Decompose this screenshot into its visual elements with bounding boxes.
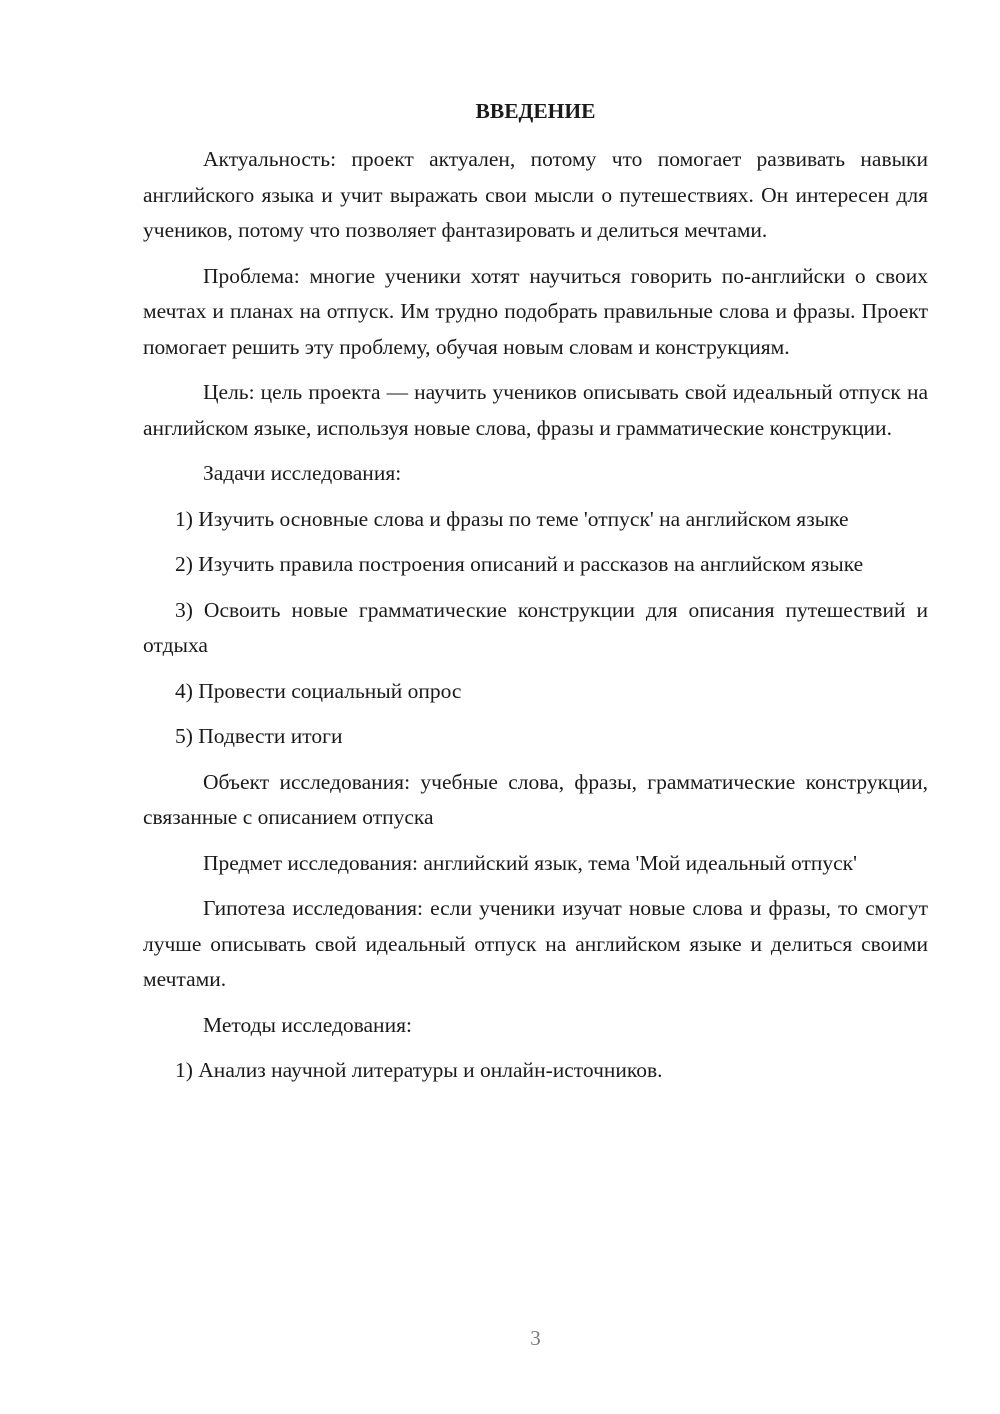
task-item-2: 2) Изучить правила построения описаний и рассказов на английском языке — [175, 552, 864, 576]
paragraph-hypothesis: Гипотеза исследования: если ученики изучат новые слова и фразы, то смогут лучше описывать свой идеальный отпуск на английском языке и делиться своими мечтами. — [143, 896, 928, 991]
paragraph-goal: Цель: цель проекта — научить учеников описывать свой идеальный отпуск на английском языке, используя новые слова, фразы и грамматические конструкции. — [143, 380, 928, 440]
task-item-4: 4) Провести социальный опрос — [175, 678, 462, 703]
paragraph-relevance: Актуальность: проект актуален, потому что помогает развивать навыки английского языка и учит выражать свои мысли о путешествиях. Он интересен для учеников, потому что позволяет фантазировать и делиться мечтами. — [143, 147, 928, 242]
document-page — [143, 94, 928, 1099]
page-number: 3 — [530, 1326, 541, 1350]
method-item-1: 1) Анализ научной литературы и онлайн-источников. — [175, 1058, 663, 1082]
task-item-5: 5) Подвести итоги — [175, 724, 343, 748]
task-item-3: 3) Освоить новые грамматические конструкции для описания путешествий и отдыха — [143, 597, 928, 657]
paragraph-object: Объект исследования: учебные слова, фразы, грамматические конструкции, связанные с описанием отпуска — [143, 769, 928, 829]
paragraph-subject: Предмет исследования: английский язык, тема 'Мой идеальный отпуск' — [203, 850, 857, 875]
paragraph-tasks-heading: Задачи исследования: — [203, 461, 402, 485]
paragraph-problem: Проблема: многие ученики хотят научиться говорить по-английски о своих мечтах и планах на отпуск. Им трудно подобрать правильные слова и фразы. Проект помогает решить эту проблему, обучая новым словам и конструкциям. — [143, 263, 928, 359]
task-item-1: 1) Изучить основные слова и фразы по теме 'отпуск' на английском языке — [175, 506, 849, 531]
section-title: ВВЕДЕНИЕ — [475, 99, 596, 123]
paragraph-methods-heading: Методы исследования: — [203, 1012, 412, 1037]
